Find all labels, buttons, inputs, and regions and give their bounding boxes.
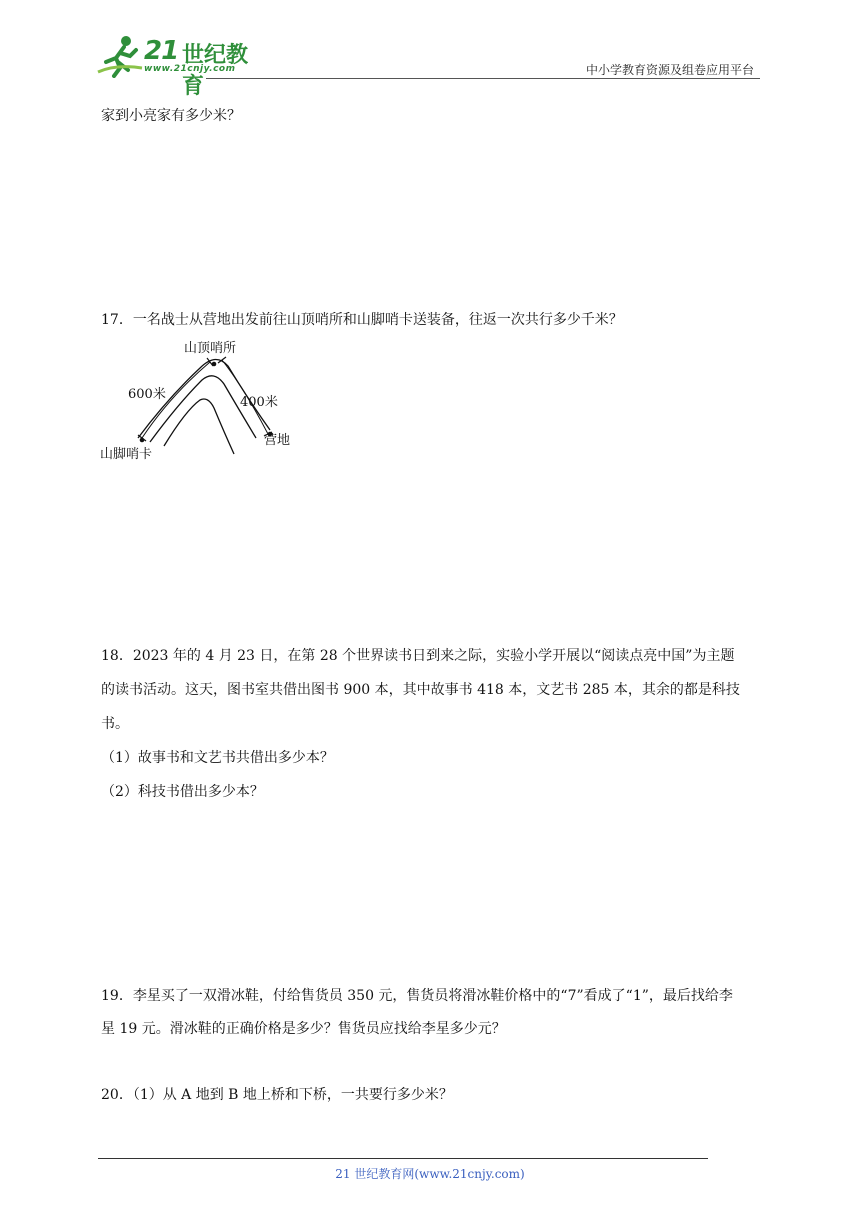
- mountain-diagram: [98, 338, 308, 464]
- logo-url: www.21cnjy.com: [144, 64, 236, 74]
- page-header: [96, 34, 760, 99]
- q18-line-1: 18．2023 年的 4 月 23 日，在第 28 个世界读书日到来之际，实验小学开展以“阅读点亮中国”为主题: [101, 648, 735, 664]
- q18-line-2: 的读书活动。这天，图书室共借出图书 900 本，其中故事书 418 本，文艺书 285 本，其余的都是科技: [101, 682, 740, 698]
- summit-point: [212, 362, 217, 367]
- platform-name: 中小学教育资源及组卷应用平台: [585, 63, 754, 77]
- mountain-inner-line: [164, 399, 234, 454]
- foot-post-label: 山脚哨卡: [100, 447, 153, 462]
- header-divider: [206, 78, 760, 79]
- camp-label: 营地: [264, 433, 291, 448]
- left-distance-label: 600米: [128, 387, 166, 402]
- q18-sub-2: （2）科技书借出多少本？: [101, 784, 264, 800]
- q17-text: 17．一名战士从营地出发前往山顶哨所和山脚哨卡送装备，往返一次共行多少千米？: [101, 312, 623, 328]
- logo-number: 21: [144, 36, 179, 66]
- logo: [96, 34, 266, 99]
- right-distance-label: 400米: [240, 395, 278, 410]
- q20-line-1: 20．（1）从 A 地到 B 地上桥和下桥，一共要行多少米？: [101, 1087, 453, 1103]
- footer-divider: [98, 1158, 708, 1159]
- q19-line-2: 星 19 元。滑冰鞋的正确价格是多少？售货员应找给李星多少元？: [101, 1021, 506, 1037]
- footer-text: 21 世纪教育网(www.21cnjy.com): [335, 1167, 525, 1181]
- q19-line-1: 19．李星买了一双滑冰鞋，付给售货员 350 元，售货员将滑冰鞋价格中的“7”看成了“1”，最后找给李: [101, 988, 733, 1004]
- q18-line-3: 书。: [101, 716, 129, 732]
- foot-post-point: [140, 438, 145, 443]
- runner-logo-icon: [96, 34, 144, 78]
- summit-label: 山顶哨所: [184, 341, 237, 356]
- logo-chinese: 世纪教育: [182, 43, 249, 99]
- q16-tail-text: 家到小亮家有多少米？: [101, 108, 241, 124]
- q18-sub-1: （1）故事书和文艺书共借出多少本？: [101, 750, 334, 766]
